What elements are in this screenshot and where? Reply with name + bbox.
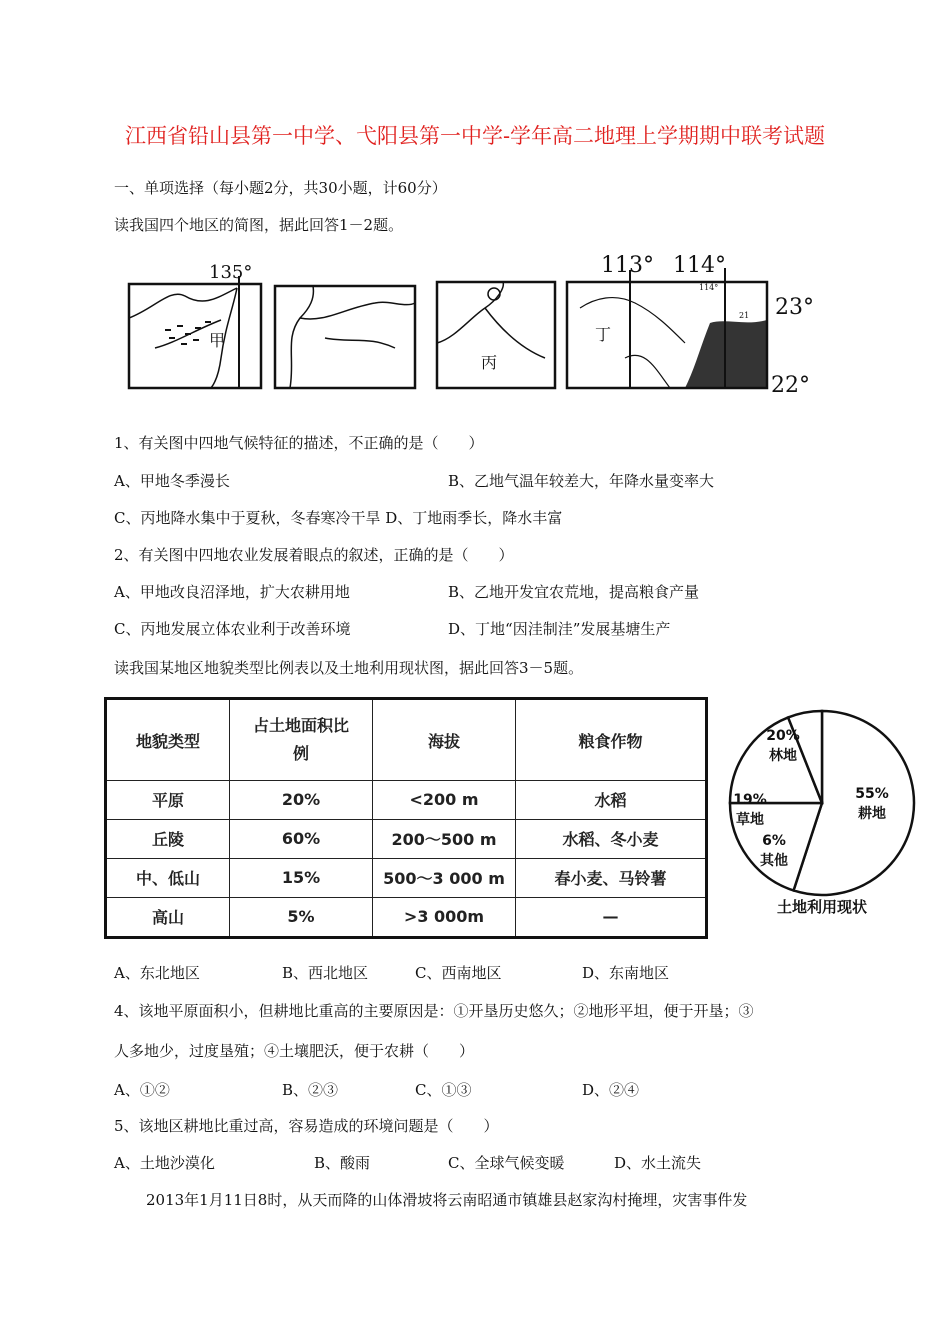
q3-option-b: B、西北地区: [282, 964, 369, 982]
pie-label-0: 耕地: [858, 806, 886, 822]
q5-option-a: A、土地沙漠化: [114, 1154, 215, 1172]
q1-option-cd: C、丙地降水集中于夏秋，冬春寒冷干旱 D、丁地雨季长，降水丰富: [114, 509, 563, 527]
q4-stem-2: 人多地少，过度垦殖；④土壤肥沃，便于农耕（ ）: [114, 1042, 475, 1060]
q1-stem: 1、有关图中四地气候特征的描述，不正确的是（ ）: [114, 434, 484, 452]
table-cell: 200～500 m: [373, 819, 516, 858]
table-cell: 20%: [230, 781, 373, 820]
label-114: 114°: [673, 253, 726, 278]
passage-line: 2013年1月11日8时，从天而降的山体滑坡将云南昭通市镇雄县赵家沟村掩埋，灾害事件发: [146, 1191, 748, 1209]
q1-option-a: A、甲地冬季漫长: [114, 472, 230, 490]
landform-table: [104, 697, 708, 939]
table-cell: 中、低山: [106, 858, 230, 897]
q2-stem: 2、有关图中四地农业发展着眼点的叙述，正确的是（ ）: [114, 546, 514, 564]
q4-option-a: A、①②: [114, 1081, 170, 1099]
label-small-21: 21: [739, 311, 750, 320]
label-small-114: 114°: [699, 283, 719, 292]
th-altitude: 海拔: [373, 699, 516, 781]
pie-label-1: 林地: [769, 748, 797, 764]
table-cell: 高山: [106, 897, 230, 937]
q2-option-c: C、丙地发展立体农业利于改善环境: [114, 620, 351, 638]
th-landform: 地貌类型: [106, 699, 230, 781]
table-cell: 丘陵: [106, 819, 230, 858]
q5-option-b: B、酸雨: [314, 1154, 371, 1172]
pie-label-3: 其他: [760, 853, 788, 869]
label-jia: 甲: [209, 331, 226, 350]
label-bing: 丙: [481, 353, 498, 372]
table-cell: —: [516, 897, 707, 937]
q4-option-b: B、②③: [282, 1081, 339, 1099]
intro-2: 读我国某地区地貌类型比例表以及土地利用现状图，据此回答3－5题。: [114, 659, 584, 677]
page-title: 江西省铅山县第一中学、弋阳县第一中学-学年高二地理上学期期中联考试题: [124, 124, 826, 148]
table-cell: <200 m: [373, 781, 516, 820]
section-heading: 一、单项选择（每小题2分，共30小题，计60分）: [114, 179, 447, 197]
pie-pct-0: 55%: [855, 786, 889, 802]
land-use-pie: [722, 700, 922, 920]
q5-option-d: D、水土流失: [614, 1154, 702, 1172]
label-23: 23°: [775, 295, 814, 320]
label-135: 135°: [209, 262, 253, 283]
label-22: 22°: [771, 373, 810, 398]
intro-1: 读我国四个地区的简图，据此回答1－2题。: [114, 216, 404, 234]
q3-option-c: C、西南地区: [415, 964, 502, 982]
q4-stem-1: 4、该地平原面积小，但耕地比重高的主要原因是：①开垦历史悠久；②地形平坦，便于开垦；③: [114, 1002, 754, 1020]
th-crops: 粮食作物: [516, 699, 707, 781]
table-cell: >3 000m: [373, 897, 516, 937]
q5-option-c: C、全球气候变暖: [448, 1154, 565, 1172]
pie-label-2: 草地: [736, 812, 764, 828]
table-cell: 15%: [230, 858, 373, 897]
four-region-maps: [125, 248, 845, 398]
table-cell: 水稻、冬小麦: [516, 819, 707, 858]
q2-option-a: A、甲地改良沼泽地，扩大农耕用地: [114, 583, 350, 601]
pie-caption: 土地利用现状: [776, 898, 868, 916]
pie-pct-2: 19%: [733, 792, 767, 808]
q4-option-c: C、①③: [415, 1081, 472, 1099]
table-cell: 5%: [230, 897, 373, 937]
pie-pct-1: 20%: [766, 728, 800, 744]
q5-stem: 5、该地区耕地比重过高，容易造成的环境问题是（ ）: [114, 1117, 499, 1135]
table-cell: 春小麦、马铃薯: [516, 858, 707, 897]
label-ding: 丁: [595, 325, 612, 344]
q1-option-b: B、乙地气温年较差大，年降水量变率大: [448, 472, 715, 490]
table-cell: 500～3 000 m: [373, 858, 516, 897]
q2-option-d: D、丁地“因洼制洼”发展基塘生产: [448, 620, 671, 638]
q2-option-b: B、乙地开发宜农荒地，提高粮食产量: [448, 583, 700, 601]
pie-pct-3: 6%: [762, 833, 786, 849]
table-cell: 平原: [106, 781, 230, 820]
label-113: 113°: [601, 253, 654, 278]
map-yi-frame: [275, 286, 415, 388]
table-cell: 水稻: [516, 781, 707, 820]
table-cell: 60%: [230, 819, 373, 858]
q3-option-a: A、东北地区: [114, 964, 200, 982]
q3-option-d: D、东南地区: [582, 964, 670, 982]
q4-option-d: D、②④: [582, 1081, 640, 1099]
th-area: 占土地面积比例: [230, 699, 373, 781]
